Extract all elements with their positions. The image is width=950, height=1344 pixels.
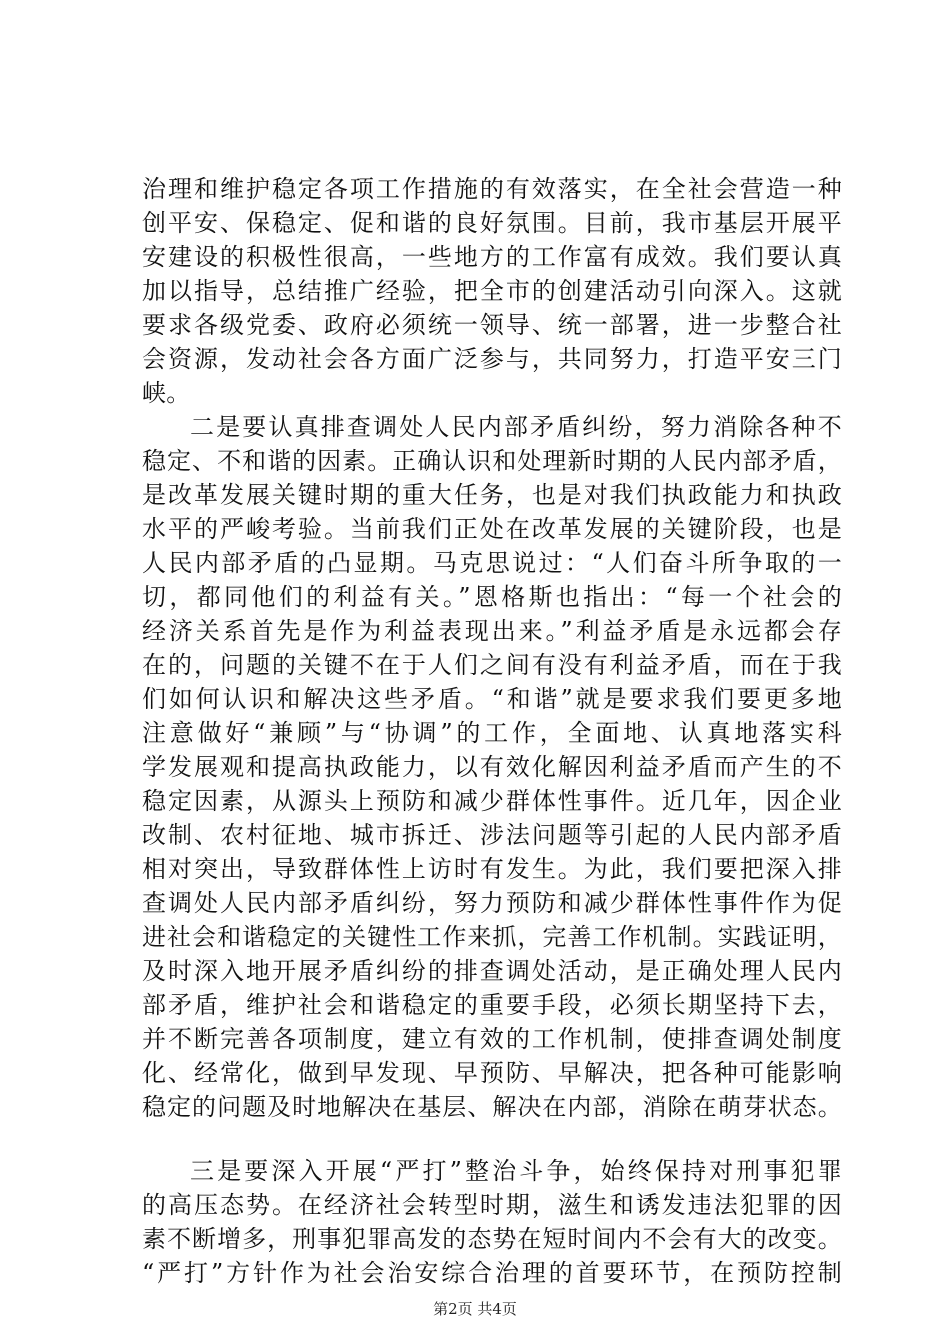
text-line: 的高压态势。在经济社会转型时期，滋生和诱发违法犯罪的因 <box>142 1191 842 1219</box>
text-line: “严打”方针作为社会治安综合治理的首要环节，在预防控制 <box>142 1259 842 1287</box>
text-line: 二是要认真排查调处人民内部矛盾纠纷，努力消除各种不 <box>190 413 842 441</box>
text-line: 治理和维护稳定各项工作措施的有效落实，在全社会营造一种 <box>142 175 842 203</box>
text-line: 稳定、不和谐的因素。正确认识和处理新时期的人民内部矛盾， <box>142 447 842 475</box>
text-line: 查调处人民内部矛盾纠纷，努力预防和减少群体性事件作为促 <box>142 889 842 917</box>
text-line: 经济关系首先是作为利益表现出来。”利益矛盾是永远都会存 <box>142 617 842 645</box>
text-line: 们如何认识和解决这些矛盾。“和谐”就是要求我们要更多地 <box>142 685 842 713</box>
text-line: 稳定的问题及时地解决在基层、解决在内部，消除在萌芽状态。 <box>142 1093 842 1121</box>
text-line: 素不断增多，刑事犯罪高发的态势在短时间内不会有大的改变。 <box>142 1225 842 1253</box>
text-line: 加以指导，总结推广经验，把全市的创建活动引向深入。这就 <box>142 277 842 305</box>
text-line: 会资源，发动社会各方面广泛参与，共同努力，打造平安三门 <box>142 345 842 373</box>
text-line: 学发展观和提高执政能力，以有效化解因利益矛盾而产生的不 <box>142 753 842 781</box>
text-line: 部矛盾，维护社会和谐稳定的重要手段，必须长期坚持下去， <box>142 991 842 1019</box>
text-line: 安建设的积极性很高，一些地方的工作富有成效。我们要认真 <box>142 243 842 271</box>
page-number-footer: 第2页 共4页 <box>433 1300 517 1318</box>
paragraph-2 <box>142 410 842 1124</box>
text-line: 进社会和谐稳定的关键性工作来抓，完善工作机制。实践证明， <box>142 923 842 951</box>
text-line: 人民内部矛盾的凸显期。马克思说过：“人们奋斗所争取的一 <box>142 549 842 577</box>
text-line: 改制、农村征地、城市拆迁、涉法问题等引起的人民内部矛盾 <box>142 821 842 849</box>
text-line: 相对突出，导致群体性上访时有发生。为此，我们要把深入排 <box>142 855 842 883</box>
text-line: 及时深入地开展矛盾纠纷的排查调处活动，是正确处理人民内 <box>142 957 842 985</box>
text-line: 创平安、保稳定、促和谐的良好氛围。目前，我市基层开展平 <box>142 209 842 237</box>
text-line: 是改革发展关键时期的重大任务，也是对我们执政能力和执政 <box>142 481 842 509</box>
paragraph-gap <box>142 1124 842 1154</box>
text-line: 三是要深入开展“严打”整治斗争，始终保持对刑事犯罪 <box>190 1157 842 1185</box>
text-line: 稳定因素，从源头上预防和减少群体性事件。近几年，因企业 <box>142 787 842 815</box>
text-line: 峡。 <box>142 379 191 407</box>
text-line: 在的，问题的关键不在于人们之间有没有利益矛盾，而在于我 <box>142 651 842 679</box>
text-line: 注意做好“兼顾”与“协调”的工作，全面地、认真地落实科 <box>142 719 842 747</box>
text-line: 并不断完善各项制度，建立有效的工作机制，使排查调处制度 <box>142 1025 842 1053</box>
text-line: 要求各级党委、政府必须统一领导、统一部署，进一步整合社 <box>142 311 842 339</box>
document-body <box>142 172 842 1290</box>
text-line: 水平的严峻考验。当前我们正处在改革发展的关键阶段，也是 <box>142 515 842 543</box>
text-line: 化、经常化，做到早发现、早预防、早解决，把各种可能影响 <box>142 1059 842 1087</box>
paragraph-3 <box>142 1154 842 1290</box>
text-line: 切，都同他们的利益有关。”恩格斯也指出：“每一个社会的 <box>142 583 842 611</box>
paragraph-1 <box>142 172 842 410</box>
